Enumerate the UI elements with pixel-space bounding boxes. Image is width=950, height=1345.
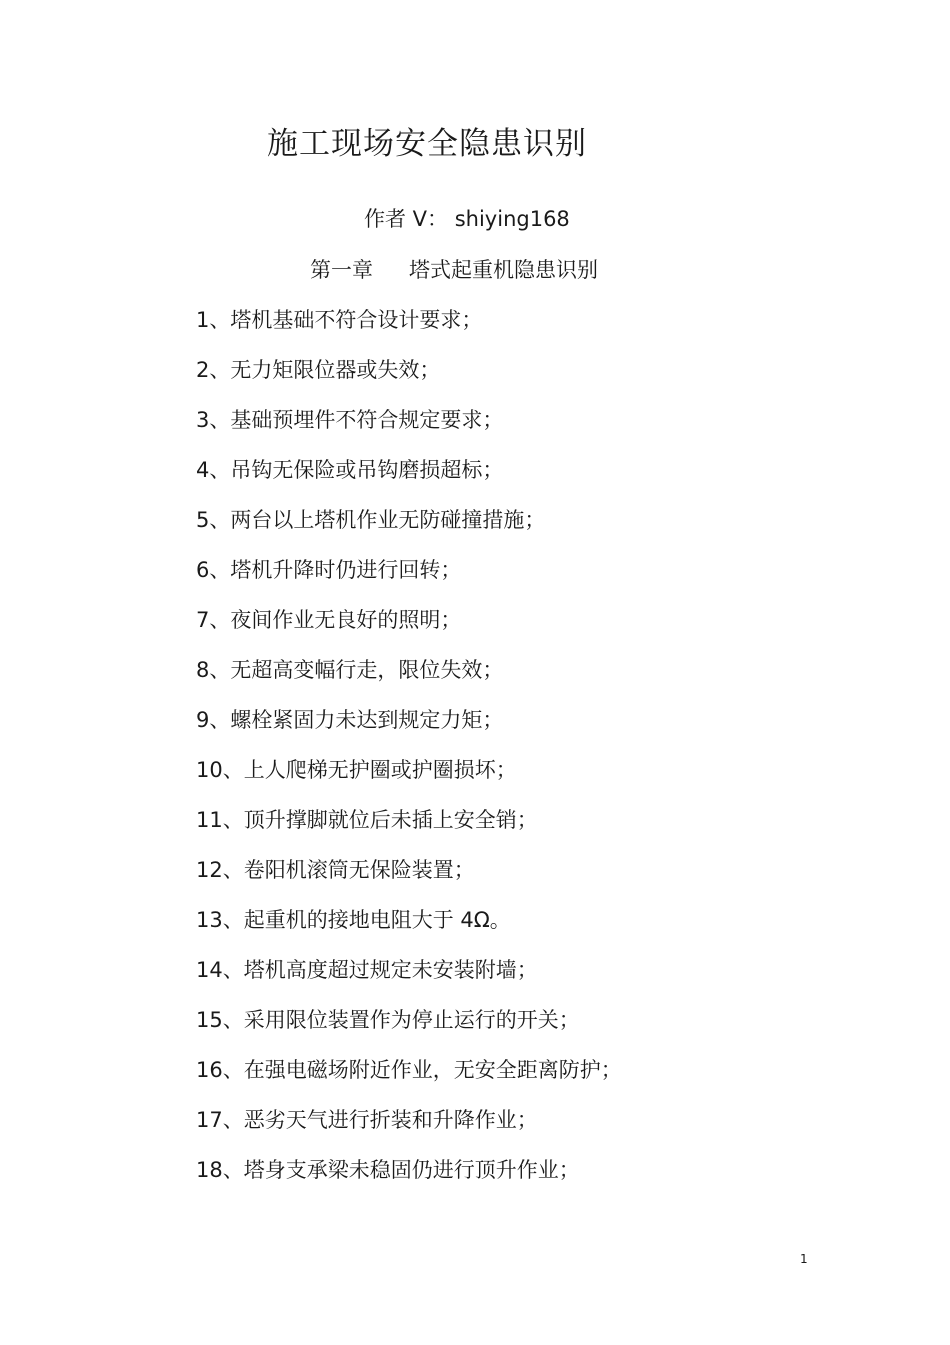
list-item: 2、无力矩限位器或失效； bbox=[196, 358, 441, 382]
page-number: 1 bbox=[800, 1252, 808, 1266]
list-item: 8、无超高变幅行走，限位失效； bbox=[196, 658, 504, 682]
list-item: 3、基础预埋件不符合规定要求； bbox=[196, 408, 504, 432]
author-line: 作者 V： shiying168 bbox=[364, 207, 570, 231]
list-item: 9、螺栓紧固力未达到规定力矩； bbox=[196, 708, 504, 732]
list-item: 11、顶升撑脚就位后未插上安全销； bbox=[196, 808, 538, 832]
chapter-name: 塔式起重机隐患识别 bbox=[409, 258, 598, 282]
list-item: 10、上人爬梯无护圈或护圈损坏； bbox=[196, 758, 517, 782]
list-item: 5、两台以上塔机作业无防碰撞措施； bbox=[196, 508, 546, 532]
list-item: 12、卷阳机滚筒无保险装置； bbox=[196, 858, 475, 882]
list-item: 18、塔身支承梁未稳固仍进行顶升作业； bbox=[196, 1158, 580, 1182]
list-item: 13、起重机的接地电阻大于 4Ω。 bbox=[196, 908, 511, 932]
list-item: 4、吊钩无保险或吊钩磨损超标； bbox=[196, 458, 504, 482]
list-item: 6、塔机升降时仍进行回转； bbox=[196, 558, 462, 582]
chapter-label: 第一章 bbox=[310, 258, 373, 282]
hazard-list bbox=[196, 304, 622, 1204]
document-title: 施工现场安全隐患识别 bbox=[267, 126, 587, 162]
list-item: 1、塔机基础不符合设计要求； bbox=[196, 308, 483, 332]
list-item: 17、恶劣天气进行折装和升降作业； bbox=[196, 1108, 538, 1132]
list-item: 7、夜间作业无良好的照明； bbox=[196, 608, 462, 632]
list-item: 15、采用限位装置作为停止运行的开关； bbox=[196, 1008, 580, 1032]
chapter-heading bbox=[310, 254, 598, 286]
list-item: 16、在强电磁场附近作业，无安全距离防护； bbox=[196, 1058, 622, 1082]
list-item: 14、塔机高度超过规定未安装附墙； bbox=[196, 958, 538, 982]
